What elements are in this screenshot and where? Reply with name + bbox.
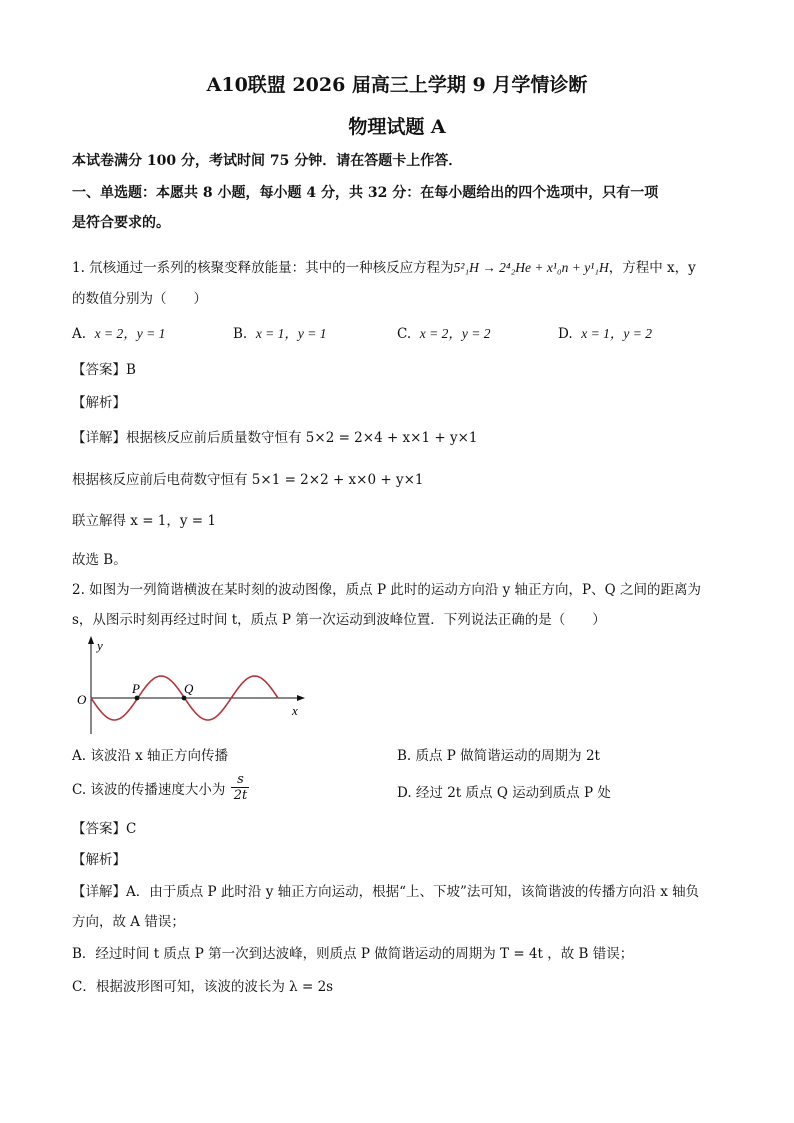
exam-notice: 本试卷满分 100 分，考试时间 75 分钟．请在答题卡上作答． bbox=[72, 153, 463, 169]
document-subtitle: 物理试题 A bbox=[348, 116, 446, 138]
point-p bbox=[135, 696, 140, 701]
q2-stem-line2: s，从图示时刻再经过时间 t，质点 P 第一次运动到波峰位置．下列说法正确的是（ ） bbox=[72, 612, 606, 628]
q1-stem-prefix: 1. 氘核通过一系列的核聚变释放能量：其中的一种核反应方程为 bbox=[72, 260, 454, 276]
y-axis-label: y bbox=[97, 638, 103, 653]
q1-detail-line3: 联立解得 x = 1，y = 1 bbox=[72, 513, 216, 529]
q2-analysis-label: 【解析】 bbox=[72, 852, 126, 868]
q2-option-a: A. 该波沿 x 轴正方向传播 bbox=[72, 748, 229, 764]
section-heading-line1: 一、单选题：本愿共 8 小题，每小题 4 分，共 32 分：在每小题给出的四个选项中，只有一项 bbox=[72, 185, 659, 201]
q2-detail-b: B．经过时间 t 质点 P 第一次到达波峰，则质点 P 做简谐运动的周期为 T = 4t ，故 B 错误； bbox=[72, 946, 634, 962]
q1-answer: 【答案】B bbox=[72, 362, 136, 378]
x-axis-arrow-icon bbox=[297, 695, 305, 701]
q2-option-c-fraction: s 2t bbox=[231, 772, 249, 803]
q1-stem-line2: 的数值分别为（ ） bbox=[72, 291, 207, 307]
section-heading-line2: 是符合要求的。 bbox=[72, 215, 170, 231]
q2-answer: 【答案】C bbox=[72, 821, 137, 837]
q2-stem-line1: 2. 如图为一列简谐横波在某时刻的波动图像，质点 P 此时的运动方向沿 y 轴正方向，P、Q 之间的距离为 bbox=[72, 582, 701, 598]
q1-option-d: D. x = 1，y = 2 bbox=[558, 326, 652, 342]
q2-detail-a-line2: 方向，故 A 错误； bbox=[72, 914, 185, 930]
origin-label: O bbox=[77, 692, 87, 707]
point-p-label: P bbox=[132, 681, 140, 696]
q1-analysis-label: 【解析】 bbox=[72, 395, 126, 411]
q2-option-d: D. 经过 2t 质点 Q 运动到质点 P 处 bbox=[397, 785, 611, 801]
q1-option-c: C. x = 2，y = 2 bbox=[397, 326, 491, 342]
q1-detail-line1: 【详解】根据核反应前后质量数守恒有 5×2 = 2×4 + x×1 + y×1 bbox=[72, 430, 478, 446]
q1-stem-suffix: ，方程中 x，y bbox=[608, 260, 696, 276]
document-title: A10联盟 2026 届高三上学期 9 月学情诊断 bbox=[206, 74, 588, 96]
q2-option-b: B. 质点 P 做简谐运动的周期为 2t bbox=[397, 748, 600, 764]
q1-option-b: B. x = 1，y = 1 bbox=[233, 326, 327, 342]
wave-figure bbox=[74, 634, 314, 736]
x-axis-label: x bbox=[292, 703, 298, 718]
q1-stem-line1 bbox=[72, 256, 696, 276]
point-q bbox=[182, 696, 187, 701]
q2-option-c: C. 该波的传播速度大小为 s 2t bbox=[72, 772, 249, 803]
q1-reaction-equation: 5²₁H → 2⁴₂He + x¹₀n + y¹₁H bbox=[453, 260, 609, 275]
point-q-label: Q bbox=[184, 681, 194, 696]
y-axis-arrow-icon bbox=[88, 636, 94, 644]
q1-detail-line4: 故选 B。 bbox=[72, 552, 127, 568]
q2-detail-c: C．根据波形图可知，该波的波长为 λ = 2s bbox=[72, 979, 334, 995]
q1-detail-line2: 根据核反应前后电荷数守恒有 5×1 = 2×2 + x×0 + y×1 bbox=[72, 472, 424, 488]
q2-detail-a-line1: 【详解】A．由于质点 P 此时沿 y 轴正方向运动，根据“上、下坡”法可知，该简谐波的传播方向沿 x 轴负 bbox=[72, 884, 700, 900]
q1-option-a: A. x = 2，y = 1 bbox=[72, 326, 166, 342]
